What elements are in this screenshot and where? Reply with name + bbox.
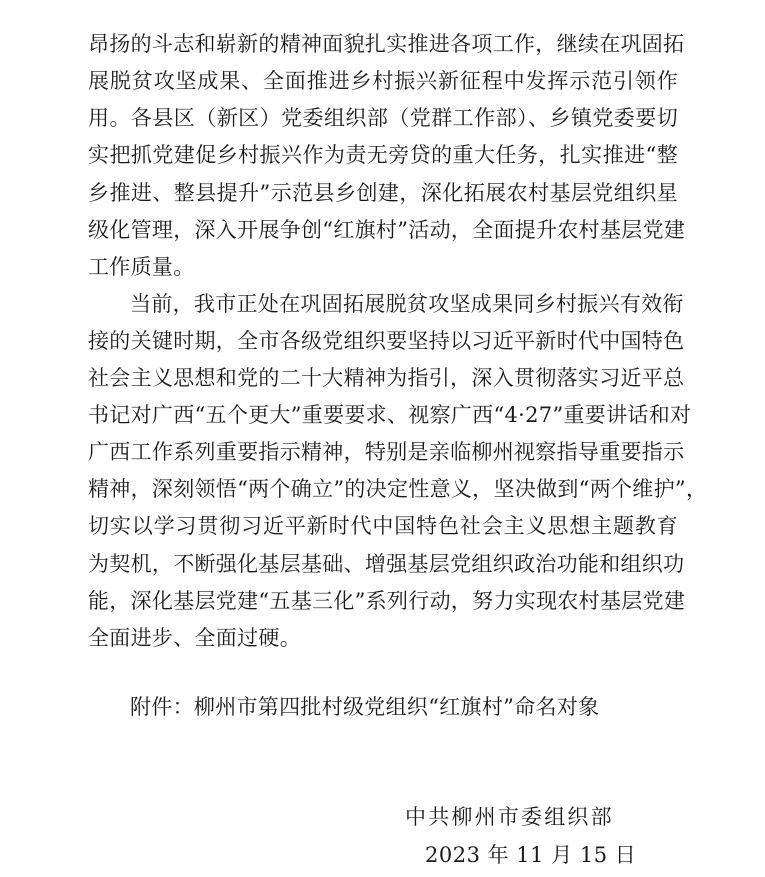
paragraph2-line-5: 广西工作系列重要指示精神，特别是亲临柳州视察指导重要指示 [88,440,685,464]
paragraph2-line-8: 为契机，不断强化基层基础、增强基层党组织政治功能和组织功 [88,552,685,576]
paragraph1-line-2: 展脱贫攻坚成果、全面推进乡村振兴新征程中发挥示范引领作 [88,69,678,93]
signature-date: 2023 年 11 月 15 日 [425,843,637,867]
paragraph1-line-3: 用。各县区（新区）党委组织部（党群工作部）、乡镇党委要切 [88,106,678,130]
paragraph2-line-10: 全面进步、全面过硬。 [88,626,301,650]
signature-organization: 中共柳州市委组织部 [405,805,614,829]
paragraph1-line-4: 实把抓党建促乡村振兴作为责无旁贷的重大任务，扎实推进“整 [88,143,678,167]
paragraph2-line-3: 社会主义思想和党的二十大精神为指引，深入贯彻落实习近平总 [88,366,685,390]
paragraph2-line-2: 接的关键时期，全市各级党组织要坚持以习近平新时代中国特色 [88,329,685,353]
paragraph1-line-7: 工作质量。 [88,255,195,279]
paragraph2-line-1: 当前，我市正处在巩固拓展脱贫攻坚成果同乡村振兴有效衔 [130,292,684,316]
paragraph2-line-9: 能，深化基层党建“五基三化”系列行动，努力实现农村基层党建 [88,589,686,613]
paragraph1-line-5: 乡推进、整县提升”示范县乡创建，深化拓展农村基层党组织星 [88,181,678,205]
paragraph1-line-1: 昂扬的斗志和崭新的精神面貌扎实推进各项工作，继续在巩固拓 [88,32,685,56]
paragraph2-line-7: 切实以学习贯彻习近平新时代中国特色社会主义思想主题教育 [88,514,678,538]
attachment-note: 附件：柳州市第四批村级党组织“红旗村”命名对象 [130,695,600,719]
paragraph2-line-4: 书记对广西“五个更大”重要要求、视察广西“4·27”重要讲话和对 [88,403,692,427]
paragraph2-line-6: 精神，深刻领悟“两个确立”的决定性意义，坚决做到“两个维护”， [88,477,708,501]
paragraph1-line-6: 级化管理，深入开展争创“红旗村”活动，全面提升农村基层党建 [88,218,686,242]
